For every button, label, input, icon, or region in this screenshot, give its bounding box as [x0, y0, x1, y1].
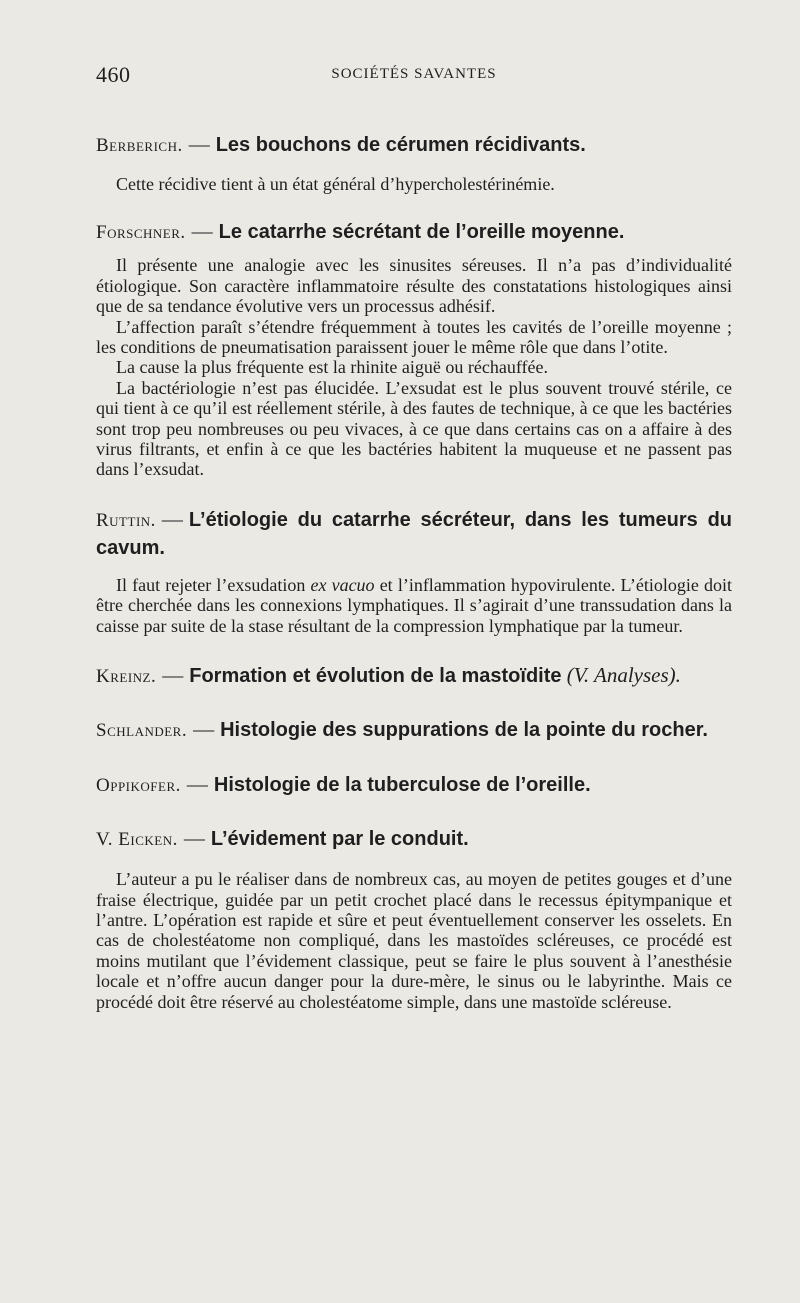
entry-author: Berberich.: [96, 135, 183, 156]
entry-oppikofer: [96, 771, 732, 799]
entry-eicken: [96, 825, 732, 1012]
entry-author: Forschner.: [96, 222, 186, 244]
entry-kreinz: [96, 662, 732, 690]
entry-title: Histologie de la tuberculose de l’oreille.: [213, 774, 591, 797]
entry-dash: —: [183, 826, 205, 851]
entry-paragraph: Il présente une analogie avec les sinusites séreuses. Il n’a pas d’individualité étiologique. Son caractère inflammatoire résulte des constatations histologiques ainsi que de sa tendance évolutive vers un processus adhésif.: [96, 255, 732, 317]
entry-title: Formation et évolution de la mastoïdite: [189, 665, 562, 688]
paragraph-italic-text: ex vacuo: [310, 574, 375, 595]
entry-dash: —: [191, 219, 213, 244]
entry-heading: [96, 825, 732, 853]
entry-ruttin: [96, 506, 732, 636]
entry-title: Les bouchons de cérumen récidivants.: [215, 134, 586, 156]
entry-dash: —: [162, 663, 184, 688]
entry-paragraph: L’auteur a pu le réaliser dans de nombreux cas, au moyen de petites gouges et d’une fraise électrique, guidée par un petit crochet placé dans le recessus épitympanique et l’antre. L’opération est rapide et sûre et peut éventuellement conserver les osselets. En cas de cholestéatome non compliqué, dans les mastoïdes scléreuses, ce procédé est moins mutilant que l’évidement classique, peut se faire le plus souvent à l’anesthésie locale et n’offre aucun danger pour la dure-mère, le sinus ou le labyrinthe. Mais ce procédé doit être réservé au cholestéatome simple, dans une mastoïde scléreuse.: [96, 869, 732, 1012]
paragraph-text: et l’inflammation hypovirulente. L’étiologie doit être cherchée dans les connexions lymphatiques. Il s’agirait d’une transsudation dans la caisse par suite de la stase résultant de la compression lymphatique par la tumeur.: [96, 574, 732, 636]
entry-dash: —: [188, 132, 210, 156]
page-number: 460: [96, 62, 131, 87]
entry-author: Schlander.: [96, 720, 188, 742]
paragraph-text: Il faut rejeter l’exsudation: [116, 574, 311, 595]
entry-dash: —: [161, 506, 183, 531]
entry-heading: [96, 662, 732, 690]
entry-paragraph: [96, 575, 732, 636]
entry-heading: [96, 131, 732, 159]
entry-author: V. Eicken.: [96, 829, 178, 851]
page: [96, 62, 732, 1012]
entry-heading: [96, 771, 732, 799]
running-title: SOCIÉTÉS SAVANTES: [331, 66, 497, 82]
entry-reference: (V. Analyses).: [566, 663, 681, 688]
running-head: [96, 62, 732, 98]
entry-paragraph: L’affection paraît s’étendre fréquemment à toutes les cavités de l’oreille moyenne ; les conditions de pneumatisation paraissent jouer le même rôle que dans l’otite.: [96, 316, 732, 358]
entry-dash: —: [193, 717, 215, 742]
entry-heading: [96, 218, 732, 246]
entry-forschner: [96, 218, 732, 479]
entry-schlander: [96, 716, 732, 744]
entry-paragraph: Cette récidive tient à un état général d’hypercholestérinémie.: [116, 174, 555, 194]
entry-title: L’étiologie du catarrhe sécréteur, dans les tumeurs du cavum.: [96, 508, 732, 559]
entry-berberich: [96, 131, 732, 194]
entry-author: Oppikofer.: [96, 775, 181, 797]
entry-author: Ruttin.: [96, 509, 156, 531]
entry-paragraph: La cause la plus fréquente est la rhinite aiguë ou réchauffée.: [116, 357, 548, 378]
entry-paragraph: La bactériologie n’est pas élucidée. L’exsudat est le plus souvent trouvé stérile, ce qui tient à ce qu’il est réellement stérile, à des fautes de technique, à ce que les bactéries sont trop peu nombreuses ou peu vivaces, à ce que dans certains cas on a affaire à des virus filtrants, et enfin à ce que les bactéries habitent la muqueuse et ne passent pas dans l’exsudat.: [96, 377, 732, 480]
entry-title: L’évidement par le conduit.: [210, 828, 469, 851]
entry-heading: [96, 716, 732, 744]
entry-dash: —: [186, 772, 208, 797]
entry-title: Histologie des suppurations de la pointe du rocher.: [220, 719, 708, 742]
entry-title: Le catarrhe sécrétant de l’oreille moyenne.: [218, 221, 625, 244]
entry-author: Kreinz.: [96, 666, 157, 688]
entry-heading: [96, 506, 732, 561]
